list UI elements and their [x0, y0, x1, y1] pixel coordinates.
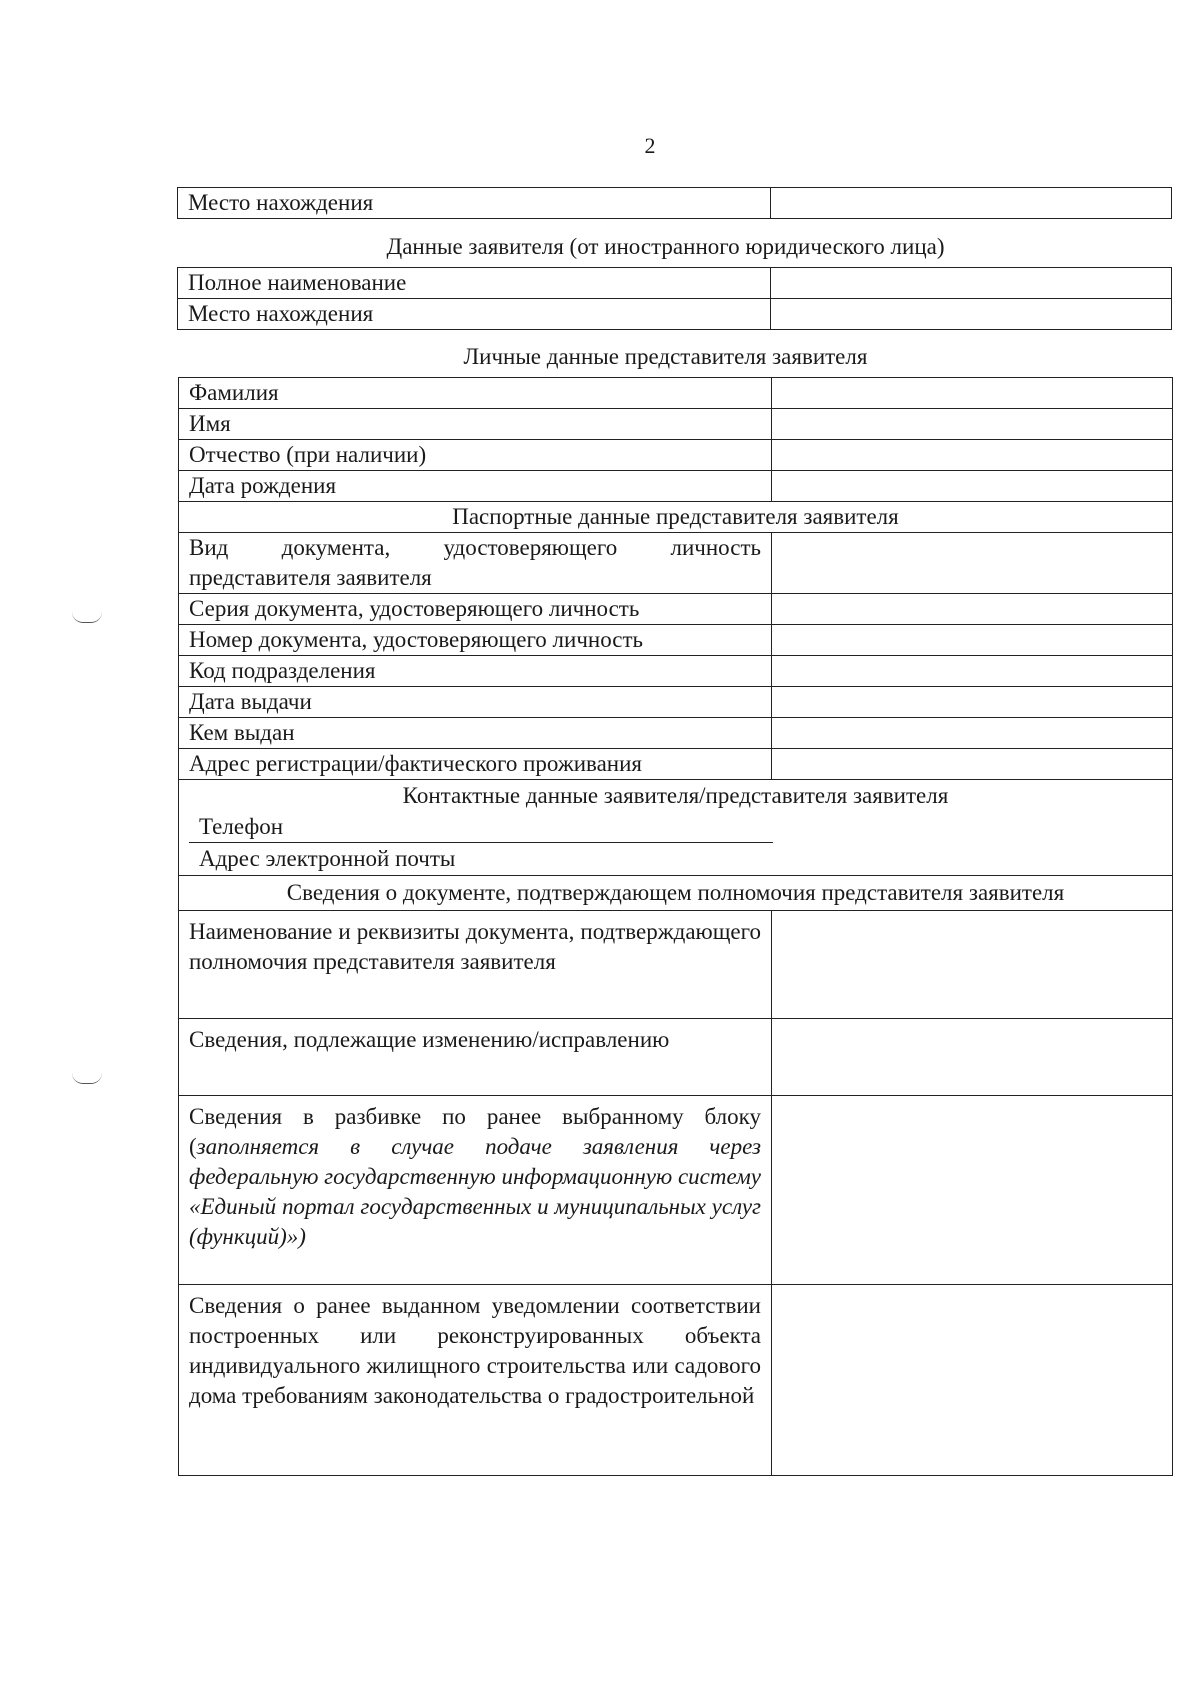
table-row — [179, 409, 1173, 440]
doc-series-label: Серия документа, удостоверяющего личность — [179, 594, 772, 625]
foreign-entity-table — [177, 267, 1172, 330]
representative-title: Личные данные представителя заявителя — [463, 344, 868, 369]
address-label: Адрес регистрации/фактического проживания — [179, 749, 772, 780]
location-value-field[interactable] — [771, 188, 1172, 219]
block-details-field[interactable] — [772, 1096, 1173, 1285]
table-row — [178, 188, 1172, 219]
change-field[interactable] — [772, 1019, 1173, 1096]
birth-date-label: Дата рождения — [179, 471, 772, 502]
patronymic-field[interactable] — [772, 440, 1173, 471]
division-code-field[interactable] — [772, 656, 1173, 687]
division-code-label: Код подразделения — [179, 656, 772, 687]
table-row — [179, 1096, 1173, 1285]
authority-doc-field[interactable] — [772, 911, 1173, 1019]
first-name-field[interactable] — [772, 409, 1173, 440]
authority-doc-label: Наименование и реквизиты документа, подтверждающего полномочия представителя заявителя — [179, 911, 772, 1019]
full-name-field[interactable] — [771, 268, 1172, 299]
doc-type-label: Вид документа, удостоверяющего личность представителя заявителя — [179, 533, 772, 594]
table-row — [179, 911, 1173, 1019]
contacts-block — [179, 780, 1173, 876]
location-label: Место нахождения — [178, 188, 771, 219]
table-row — [179, 687, 1173, 718]
location-table — [177, 187, 1172, 219]
table-row — [178, 299, 1172, 330]
doc-series-field[interactable] — [772, 594, 1173, 625]
authority-title: Сведения о документе, подтверждающем полномочия представителя заявителя — [179, 876, 1173, 911]
table-row — [179, 502, 1173, 533]
notice-label: Сведения о ранее выданном уведомлении соответствии построенных или реконструированных объекта индивидуального жилищного строительства или садового дома требованиям законодательства о градостроительной — [179, 1285, 772, 1476]
issue-date-field[interactable] — [772, 687, 1173, 718]
foreign-location-label: Место нахождения — [178, 299, 771, 330]
doc-number-label: Номер документа, удостоверяющего личность — [179, 625, 772, 656]
full-name-label: Полное наименование — [178, 268, 771, 299]
table-row — [179, 533, 1173, 594]
table-row — [179, 1019, 1173, 1096]
issued-by-field[interactable] — [772, 718, 1173, 749]
passport-title: Паспортные данные представителя заявителя — [179, 502, 1173, 533]
table-row — [179, 1285, 1173, 1476]
notice-field[interactable] — [772, 1285, 1173, 1476]
email-label: Адрес электронной почты — [199, 846, 456, 871]
change-label: Сведения, подлежащие изменению/исправлению — [179, 1019, 772, 1096]
scan-mark — [72, 612, 102, 623]
scan-mark — [72, 1073, 102, 1084]
representative-table — [178, 377, 1173, 1476]
table-row — [179, 876, 1173, 911]
issued-by-label: Кем выдан — [179, 718, 772, 749]
table-row — [179, 718, 1173, 749]
surname-field[interactable] — [772, 378, 1173, 409]
table-row — [179, 440, 1173, 471]
address-field[interactable] — [772, 749, 1173, 780]
foreign-entity-title: Данные заявителя (от иностранного юридического лица) — [386, 234, 945, 259]
table-row — [179, 471, 1173, 502]
patronymic-label: Отчество (при наличии) — [179, 440, 772, 471]
table-row — [179, 594, 1173, 625]
block-details-label: Сведения в разбивке по ранее выбранному блоку (заполняется в случае подаче заявления через федеральную государственную информационную систему «Единый портал государственных и муниципальных услуг (функций)») — [179, 1096, 772, 1285]
table-row — [179, 780, 1173, 876]
table-row — [179, 656, 1173, 687]
table-row — [179, 378, 1173, 409]
table-row — [178, 268, 1172, 299]
table-row — [179, 749, 1173, 780]
contacts-title: Контактные данные заявителя/представителя заявителя — [402, 783, 949, 808]
issue-date-label: Дата выдачи — [179, 687, 772, 718]
table-row — [179, 625, 1173, 656]
phone-label: Телефон — [189, 812, 773, 843]
first-name-label: Имя — [179, 409, 772, 440]
foreign-location-field[interactable] — [771, 299, 1172, 330]
doc-number-field[interactable] — [772, 625, 1173, 656]
surname-label: Фамилия — [179, 378, 772, 409]
birth-date-field[interactable] — [772, 471, 1173, 502]
page-number: 2 — [644, 133, 656, 158]
doc-type-field[interactable] — [772, 533, 1173, 594]
